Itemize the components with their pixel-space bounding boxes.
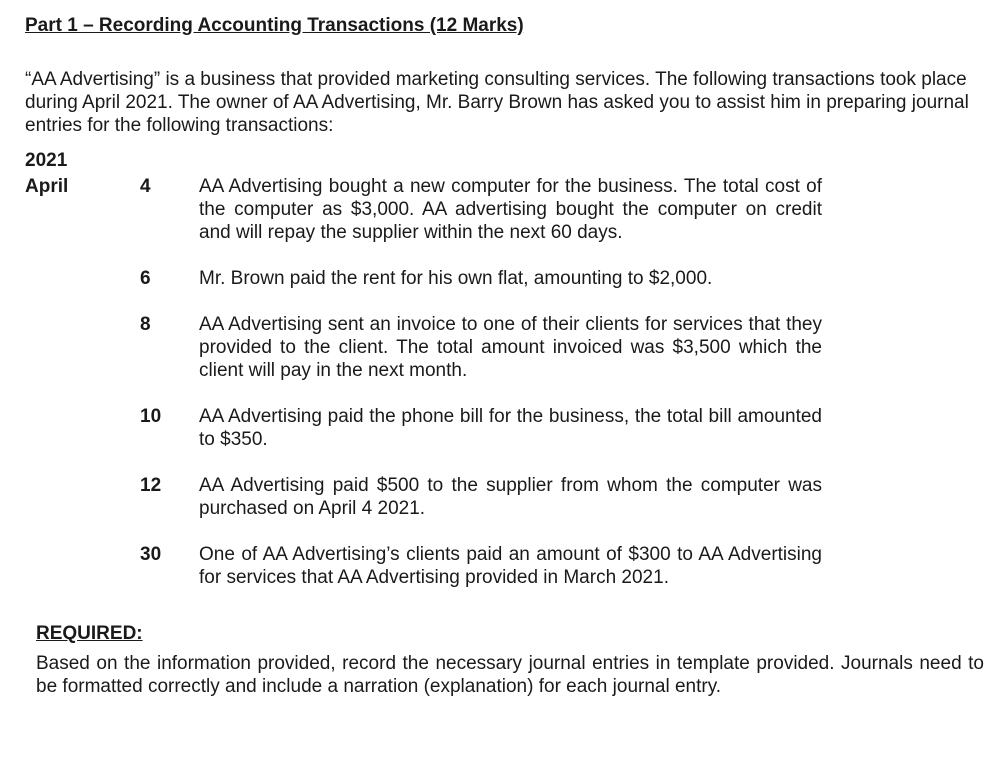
transaction-item — [140, 543, 822, 589]
transaction-description: AA Advertising paid $500 to the supplier from whom the computer was purchased on April 4 2021. — [199, 475, 822, 519]
transaction-day: 12 — [140, 475, 162, 496]
transaction-day: 30 — [140, 544, 162, 565]
transaction-item — [140, 405, 822, 451]
transaction-day: 10 — [140, 406, 162, 427]
transaction-description: One of AA Advertising’s clients paid an amount of $300 to AA Advertising for services that AA Advertising provided in March 2021. — [199, 544, 822, 588]
transaction-day: 6 — [140, 268, 151, 289]
transaction-item — [140, 313, 822, 382]
year-label: 2021 — [25, 150, 68, 171]
transaction-item — [140, 267, 822, 290]
transaction-day: 8 — [140, 314, 151, 335]
transaction-description: AA Advertising paid the phone bill for the business, the total bill amounted to $350. — [199, 406, 822, 450]
month-label: April — [25, 176, 69, 197]
transaction-description: AA Advertising bought a new computer for the business. The total cost of the computer as $3,000. AA advertising bought the computer on credit and will repay the supplier within the next 60 days. — [199, 176, 822, 243]
required-heading: REQUIRED: — [36, 623, 143, 644]
intro-paragraph: “AA Advertising” is a business that provided marketing consulting services. The following transactions took place during April 2021. The owner of AA Advertising, Mr. Barry Brown has asked you to assist him in preparing journal entries for the following transactions: — [25, 69, 969, 136]
required-instructions: Based on the information provided, record the necessary journal entries in template provided. Journals need to be formatted correctly and include a narration (explanation) for each journal entry. — [36, 653, 984, 697]
transaction-day: 4 — [140, 176, 151, 197]
transaction-item — [140, 474, 822, 520]
transaction-description: AA Advertising sent an invoice to one of their clients for services that they provided to the client. The total amount invoiced was $3,500 which the client will pay in the next month. — [199, 314, 822, 381]
page-title: Part 1 – Recording Accounting Transactions (12 Marks) — [25, 15, 524, 36]
transaction-description: Mr. Brown paid the rent for his own flat, amounting to $2,000. — [199, 268, 713, 289]
transaction-item — [140, 175, 822, 244]
